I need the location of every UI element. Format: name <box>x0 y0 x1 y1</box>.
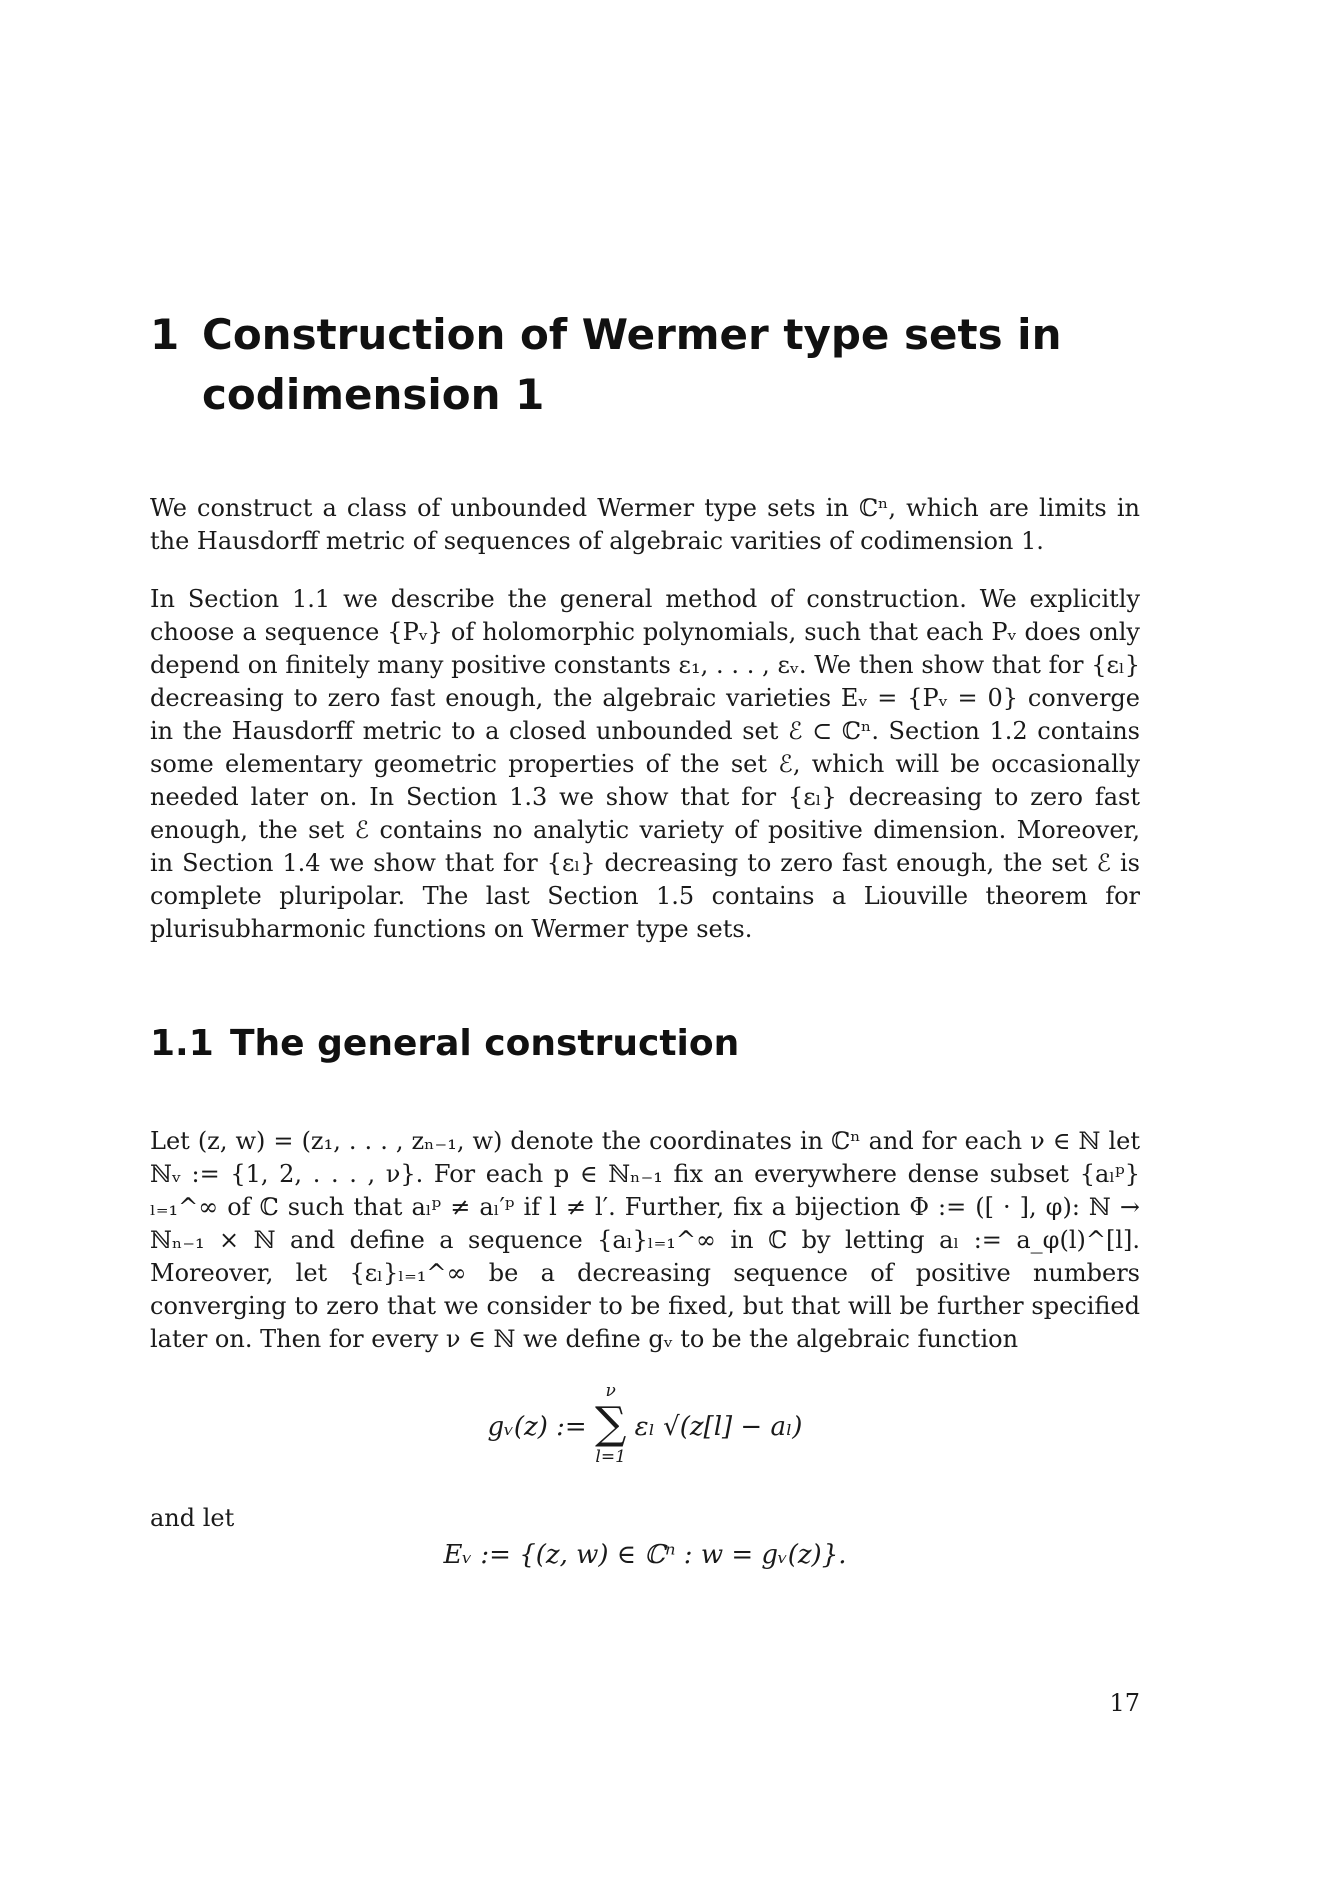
paper-page <box>150 0 1140 1890</box>
sum-lower-limit: l=1 <box>595 1447 626 1467</box>
sum-upper-limit: ν <box>605 1381 616 1401</box>
sum-symbol: ∑ <box>594 1398 627 1449</box>
section-paragraph: Let (z, w) = (z₁, . . . , zₙ₋₁, w) denote the coordinates in ℂⁿ and for each ν ∈ ℕ let ℕᵥ := {1, 2, . . . , ν}. For each p ∈ ℕₙ₋₁ fix an everywhere dense subset {aₗᵖ}ₗ₌₁^∞ of ℂ such that aₗᵖ ≠ aₗ′ᵖ if l ≠ l′. Further, fix a bijection Φ := ([ · ], φ): ℕ → ℕₙ₋₁ × ℕ and define a sequence {aₗ}ₗ₌₁^∞ in ℂ by letting aₗ := a_φ(l)^[l]. Moreover, let {εₗ}ₗ₌₁^∞ be a decreasing sequence of positive numbers converging to zero that we consider to be fixed, but that will be further specified later on. Then for every ν ∈ ℕ we define gᵥ to be the algebraic function <box>150 1127 1140 1353</box>
chapter-number: 1 <box>150 310 180 359</box>
intro-paragraph-2: In Section 1.1 we describe the general method of construction. We explicitly choose a sequence {Pᵥ} of holomorphic polynomials, such that each Pᵥ does only depend on finitely many positive constants ε₁, . . . , εᵥ. We then show that for {εₗ} decreasing to zero fast enough, the algebraic varieties Eᵥ = {Pᵥ = 0} converge in the Hausdorff metric to a closed unbounded set ℰ ⊂ ℂⁿ. Section 1.2 contains some elementary geometric properties of the set ℰ, which will be occasionally needed later on. In Section 1.3 we show that for {εₗ} decreasing to zero fast enough, the set ℰ contains no analytic variety of positive dimension. Moreover, in Section 1.4 we show that for {εₗ} decreasing to zero fast enough, the set ℰ is complete pluripolar. The last Section 1.5 contains a Liouville theorem for plurisubharmonic functions on Wermer type sets. <box>150 585 1140 943</box>
section-heading <box>150 1020 1140 1068</box>
intro-paragraph-1: We construct a class of unbounded Wermer type sets in ℂⁿ, which are limits in the Hausdorff metric of sequences of algebraic varities of codimension 1. <box>150 494 1140 555</box>
and-let-text: and let <box>150 1504 235 1532</box>
chapter-title: Construction of Wermer type sets in codimension 1 <box>202 310 1062 419</box>
equation-g-nu <box>150 1381 1140 1471</box>
equation-rhs: εₗ √(z[l] − aₗ) <box>634 1412 803 1442</box>
section-title: The general construction <box>230 1023 740 1064</box>
equation-lhs: gᵥ(z) := <box>487 1412 587 1442</box>
page-number: 17 <box>1109 1689 1140 1717</box>
summation <box>595 1381 626 1467</box>
equation-e-nu: Eᵥ := {(z, w) ∈ ℂⁿ : w = gᵥ(z)}. <box>443 1540 847 1570</box>
chapter-heading <box>150 305 1140 425</box>
section-number: 1.1 <box>150 1023 214 1064</box>
